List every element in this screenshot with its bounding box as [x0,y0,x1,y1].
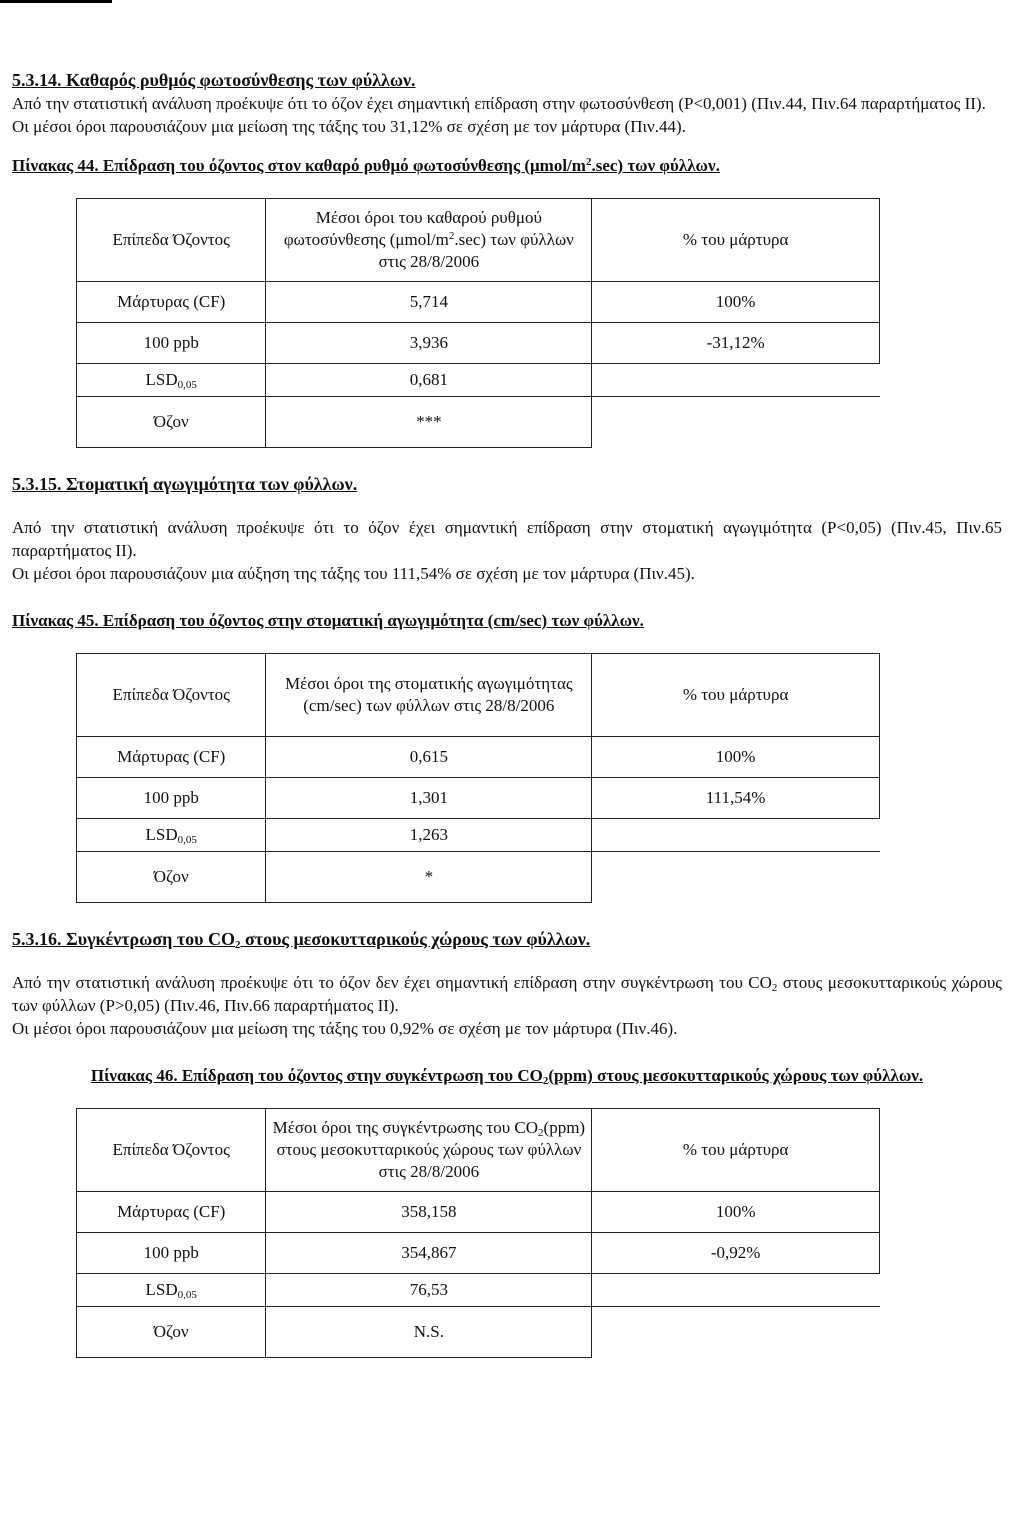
table-cell: 5,714 [266,282,592,323]
table-cell-empty [592,1307,880,1358]
table-row-lsd [77,819,880,852]
table-cell: Όζον [77,397,266,448]
table-cell: N.S. [266,1307,592,1358]
table-cell-empty [592,1274,880,1307]
section-heading-5-3-14: 5.3.14. Καθαρός ρυθμός φωτοσύνθεσης των φύλλων. [12,70,416,90]
column-header: Επίπεδα Όζοντος [77,654,266,737]
table-cell: *** [266,397,592,448]
table-45 [76,653,880,903]
table-row [77,737,880,778]
section-heading-5-3-16: 5.3.16. Συγκέντρωση του $CO_2$ στους μεσοκυτταρικούς χώρους των φύλλων. [12,929,591,951]
document-page [12,68,1002,1358]
column-header: % του μάρτυρα [592,1109,880,1192]
section-paragraph: Οι μέσοι όροι παρουσιάζουν μια αύξηση της τάξης του 111,54% σε σχέση με τον μάρτυρα (Πιν.45). [12,564,695,583]
table-caption-45: Πίνακας 45. Επίδραση του όζοντος στην στοματική αγωγιμότητα (cm/sec) των φύλλων. [12,611,644,630]
table-row-lsd [77,364,880,397]
table-cell: Μάρτυρας (CF) [77,282,266,323]
table-cell: Όζον [77,852,266,903]
table-cell-empty [592,852,880,903]
table-cell: 1,301 [266,778,592,819]
table-header-row [77,199,880,282]
table-row [77,1192,880,1233]
table-cell: 3,936 [266,323,592,364]
table-cell: -31,12% [592,323,880,364]
section-paragraph: Από την στατιστική ανάλυση προέκυψε ότι το όζον έχει σημαντική επίδραση στην στοματική αγωγιμότητα (P<0,05) (Πιν.45, Πιν.65 παραρτήματος ΙΙ). [12,518,1002,560]
top-rule [0,0,112,3]
table-cell: 0,615 [266,737,592,778]
table-row-lsd [77,1274,880,1307]
table-cell: 111,54% [592,778,880,819]
table-cell: Μάρτυρας (CF) [77,737,266,778]
column-header: Μέσοι όροι της στοματικής αγωγιμότητας (cm/sec) των φύλλων στις 28/8/2006 [266,654,592,737]
table-cell: 0,681 [266,364,592,397]
table-cell: 358,158 [266,1192,592,1233]
table-cell: $LSD_{0,05}$ [77,1274,266,1307]
table-row [77,282,880,323]
section-paragraph: Από την στατιστική ανάλυση προέκυψε ότι το όζον δεν έχει σημαντική επίδραση στην συγκέντρωση του $CO_2$ στους μεσοκυτταρικούς χώρους των φύλλων (P>0,05) (Πιν.46, Πιν.66 παραρτήματος ΙΙ). [12,973,1002,1015]
table-row-ozone [77,852,880,903]
table-cell: 100 ppb [77,1233,266,1274]
table-row-ozone [77,397,880,448]
column-header: Μέσοι όροι της συγκέντρωσης του $CO_2(ppm)$ στους μεσοκυτταρικούς χώρους των φύλλων στις 28/8/2006 [266,1109,592,1192]
table-cell: 1,263 [266,819,592,852]
table-cell-empty [592,397,880,448]
table-cell: * [266,852,592,903]
table-cell: $LSD_{0,05}$ [77,364,266,397]
section-paragraph: Οι μέσοι όροι παρουσιάζουν μια μείωση της τάξης του 0,92% σε σχέση με τον μάρτυρα (Πιν.46). [12,1019,678,1038]
table-header-row [77,1109,880,1192]
table-cell: 100% [592,282,880,323]
table-cell-empty [592,364,880,397]
table-cell: Όζον [77,1307,266,1358]
section-paragraph: Οι μέσοι όροι παρουσιάζουν μια μείωση της τάξης του 31,12% σε σχέση με τον μάρτυρα (Πιν.44). [12,117,686,136]
table-row [77,323,880,364]
table-row [77,1233,880,1274]
table-46 [76,1108,880,1358]
table-caption-46: Πίνακας 46. Επίδραση του όζοντος στην συγκέντρωση του $CO_2(ppm)$ στους μεσοκυτταρικούς χώρους των φύλλων. [90,1066,924,1087]
table-cell: 354,867 [266,1233,592,1274]
table-cell: 100 ppb [77,323,266,364]
table-cell: 100% [592,737,880,778]
table-row [77,778,880,819]
table-header-row [77,654,880,737]
section-paragraph: Από την στατιστική ανάλυση προέκυψε ότι το όζον έχει σημαντική επίδραση στην φωτοσύνθεση (P<0,001) (Πιν.44, Πιν.64 παραρτήματος ΙΙ). [12,94,986,113]
table-44 [76,198,880,448]
table-cell: 100% [592,1192,880,1233]
table-cell: 76,53 [266,1274,592,1307]
column-header: Επίπεδα Όζοντος [77,1109,266,1192]
table-caption-44: Πίνακας 44. Επίδραση του όζοντος στον καθαρό ρυθμό φωτοσύνθεσης $(\mu mol/m^2.\sec)$ των φύλλων. [12,156,720,175]
table-cell: $LSD_{0,05}$ [77,819,266,852]
column-header: Επίπεδα Όζοντος [77,199,266,282]
table-row-ozone [77,1307,880,1358]
column-header: Μέσοι όροι του καθαρού ρυθμού φωτοσύνθεσης $(\mu mol/m^2.\sec)$ των φύλλων στις 28/8/2006 [266,199,592,282]
column-header: % του μάρτυρα [592,199,880,282]
column-header: % του μάρτυρα [592,654,880,737]
table-cell-empty [592,819,880,852]
section-heading-5-3-15: 5.3.15. Στοματική αγωγιμότητα των φύλλων. [12,474,358,494]
table-cell: 100 ppb [77,778,266,819]
table-cell: Μάρτυρας (CF) [77,1192,266,1233]
table-cell: -0,92% [592,1233,880,1274]
